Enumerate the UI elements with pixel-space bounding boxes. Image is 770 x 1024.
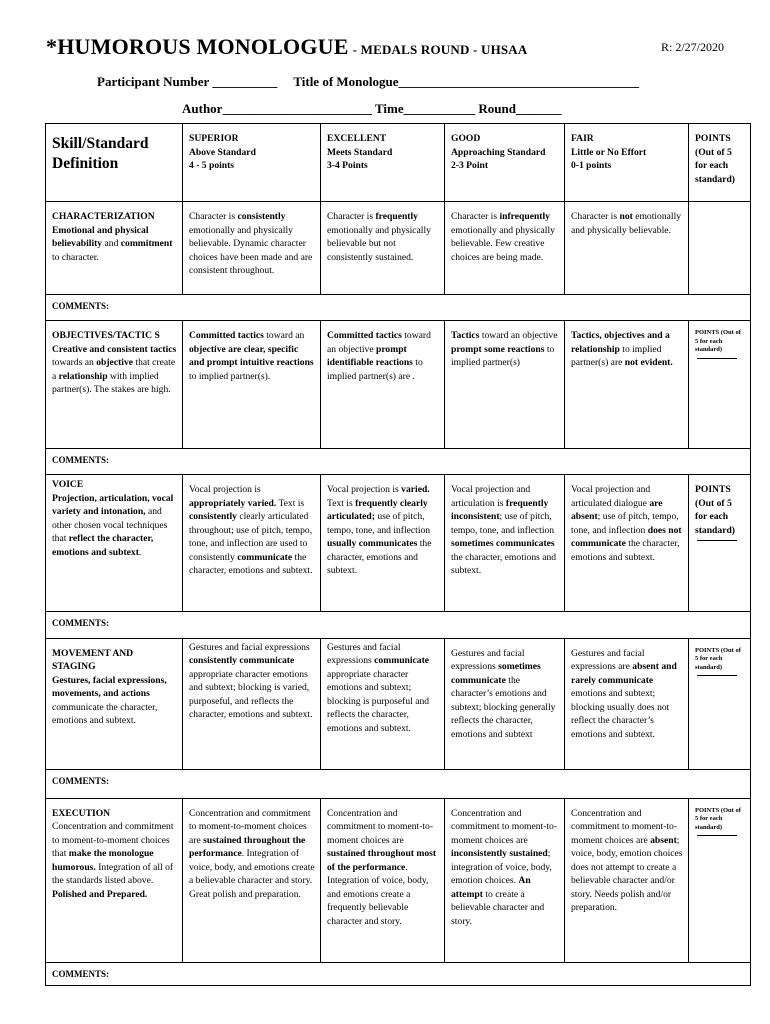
- execution-good: Concentration and commitment to moment-to-moment choices are inconsistently sustained; integration of voice, body, emotion choices. An attempt to create a believable character and story.: [445, 798, 565, 962]
- movement-fair: Gestures and facial expressions are absent and rarely communicate emotions and subtext; blocking usually does not reflect the character’s emotions and subtext.: [565, 638, 689, 770]
- header-skill: Skill/Standard Definition: [46, 124, 183, 202]
- author-label: Author: [182, 101, 223, 116]
- title-field[interactable]: _____________________________________: [398, 74, 640, 89]
- skill-execution: EXECUTION Concentration and commitment to moment-to-moment choices that make the monologue humorous. Integration of all of the standards listed above. Polished and Prepared.: [46, 798, 183, 962]
- row-movement: [46, 638, 751, 770]
- objectives-points-cell[interactable]: POINTS (Out of 5 for each standard): [689, 321, 751, 448]
- row-voice: [46, 475, 751, 612]
- execution-fair: Concentration and commitment to moment-to-moment choices are absent; voice, body, emotion choices does not attempt to create a believable character and/or story. Needs polish and/or preparation.: [565, 798, 689, 962]
- characterization-comments[interactable]: COMMENTS:: [46, 294, 751, 321]
- header-points: POINTS (Out of 5 for each standard): [689, 124, 751, 202]
- row-execution: [46, 798, 751, 962]
- skill-objectives: OBJECTIVES/TACTIC S Creative and consistent tactics towards an objective that create a relationship with implied partner(s). The stakes are high.: [46, 321, 183, 448]
- voice-comments[interactable]: COMMENTS:: [46, 611, 751, 638]
- voice-points-cell[interactable]: POINTS (Out of 5 for each standard): [689, 475, 751, 612]
- movement-good: Gestures and facial expressions sometimes communicate the character’s emotions and subtext; blocking generally reflects the character, emotions and subtext: [445, 638, 565, 770]
- skill-movement: MOVEMENT AND STAGING Gestures, facial expressions, movements, and actions communicate the character, emotions and subtext.: [46, 638, 183, 770]
- characterization-fair: Character is not emotionally and physically believable.: [565, 202, 689, 294]
- characterization-points-cell[interactable]: [689, 202, 751, 294]
- rubric-table: [45, 123, 751, 986]
- execution-points-cell[interactable]: POINTS (Out of 5 for each standard): [689, 798, 751, 962]
- voice-superior: Vocal projection is appropriately varied. Text is consistently clearly articulated throughout; use of pitch, tempo, tone, and inflection are used to consistently communicate the character, emotions and subtext.: [183, 475, 321, 612]
- characterization-superior: Character is consistently emotionally and physically believable. Dynamic character choices have been made and are consistent throughout.: [183, 202, 321, 294]
- movement-superior: Gestures and facial expressions consistently communicate appropriate character emotions and subtext; blocking is varied, purposeful, and reflects the character, emotions and subtext.: [183, 638, 321, 770]
- participant-label: Participant Number: [97, 74, 210, 89]
- participant-field[interactable]: __________: [212, 74, 278, 89]
- objectives-good: Tactics toward an objective prompt some reactions to implied partner(s): [445, 321, 565, 448]
- execution-comments[interactable]: COMMENTS:: [46, 963, 751, 986]
- revision-date: R: 2/27/2020: [660, 40, 724, 54]
- characterization-excellent: Character is frequently emotionally and physically believable but not consistently sustained.: [321, 202, 445, 294]
- voice-excellent: Vocal projection is varied. Text is frequently clearly articulated; use of pitch, tempo, tone, and inflection usually communicates the character, emotions and subtext.: [321, 475, 445, 612]
- skill-characterization: CHARACTERIZATION Emotional and physical believability and commitment to character.: [46, 202, 183, 294]
- title-label: Title of Monologue: [293, 74, 399, 89]
- objectives-comments[interactable]: COMMENTS:: [46, 448, 751, 475]
- form-line-1: [97, 74, 639, 90]
- objectives-excellent: Committed tactics toward an objective prompt identifiable reactions to implied partner(s) are .: [321, 321, 445, 448]
- characterization-good: Character is infrequently emotionally and physically believable. Few creative choices are being made.: [445, 202, 565, 294]
- header-row: [46, 124, 751, 202]
- header-excellent: EXCELLENT Meets Standard 3-4 Points: [321, 124, 445, 202]
- execution-excellent: Concentration and commitment to moment-to-moment choices are sustained throughout most of the performance. Integration of voice, body, and emotions create a frequently believable character and story.: [321, 798, 445, 962]
- objectives-superior: Committed tactics toward an objective are clear, specific and prompt intuitive reactions to implied partner(s).: [183, 321, 321, 448]
- voice-good: Vocal projection and articulation is frequently inconsistent; use of pitch, tempo, tone, and inflection sometimes communicates the character, emotions and subtext.: [445, 475, 565, 612]
- objectives-fair: Tactics, objectives and a relationship to implied partner(s) are not evident.: [565, 321, 689, 448]
- round-field[interactable]: _______: [515, 101, 562, 116]
- movement-comments[interactable]: COMMENTS:: [46, 770, 751, 799]
- document-header: [46, 34, 736, 60]
- author-field[interactable]: _______________________: [222, 101, 372, 116]
- header-fair: FAIR Little or No Effort 0-1 points: [565, 124, 689, 202]
- row-characterization: [46, 202, 751, 294]
- round-label: Round: [478, 101, 516, 116]
- movement-excellent: Gestures and facial expressions communicate appropriate character emotions and subtext; blocking is purposeful and reflects the character, emotions and subtext.: [321, 638, 445, 770]
- time-field[interactable]: ___________: [403, 101, 476, 116]
- movement-points-cell[interactable]: POINTS (Out of 5 for each standard): [689, 638, 751, 770]
- form-line-2: [182, 101, 561, 117]
- execution-superior: Concentration and commitment to moment-to-moment choices are sustained throughout the performance. Integration of voice, body, and emotions create a believable character and story. Great polish and preparation.: [183, 798, 321, 962]
- document-title: *HUMOROUS MONOLOGUE - MEDALS ROUND - UHSAA: [46, 34, 528, 59]
- time-label: Time: [374, 101, 404, 116]
- row-objectives: [46, 321, 751, 448]
- document-subtitle: - MEDALS ROUND - UHSAA: [352, 42, 528, 57]
- voice-fair: Vocal projection and articulated dialogue are absent; use of pitch, tempo, tone, and inflection does not communicate the character, emotions and subtext.: [565, 475, 689, 612]
- header-superior: SUPERIOR Above Standard 4 - 5 points: [183, 124, 321, 202]
- skill-voice: VOICE Projection, articulation, vocal variety and intonation, and other chosen vocal techniques that reflect the character, emotions and subtext.: [46, 475, 183, 612]
- header-good: GOOD Approaching Standard 2-3 Point: [445, 124, 565, 202]
